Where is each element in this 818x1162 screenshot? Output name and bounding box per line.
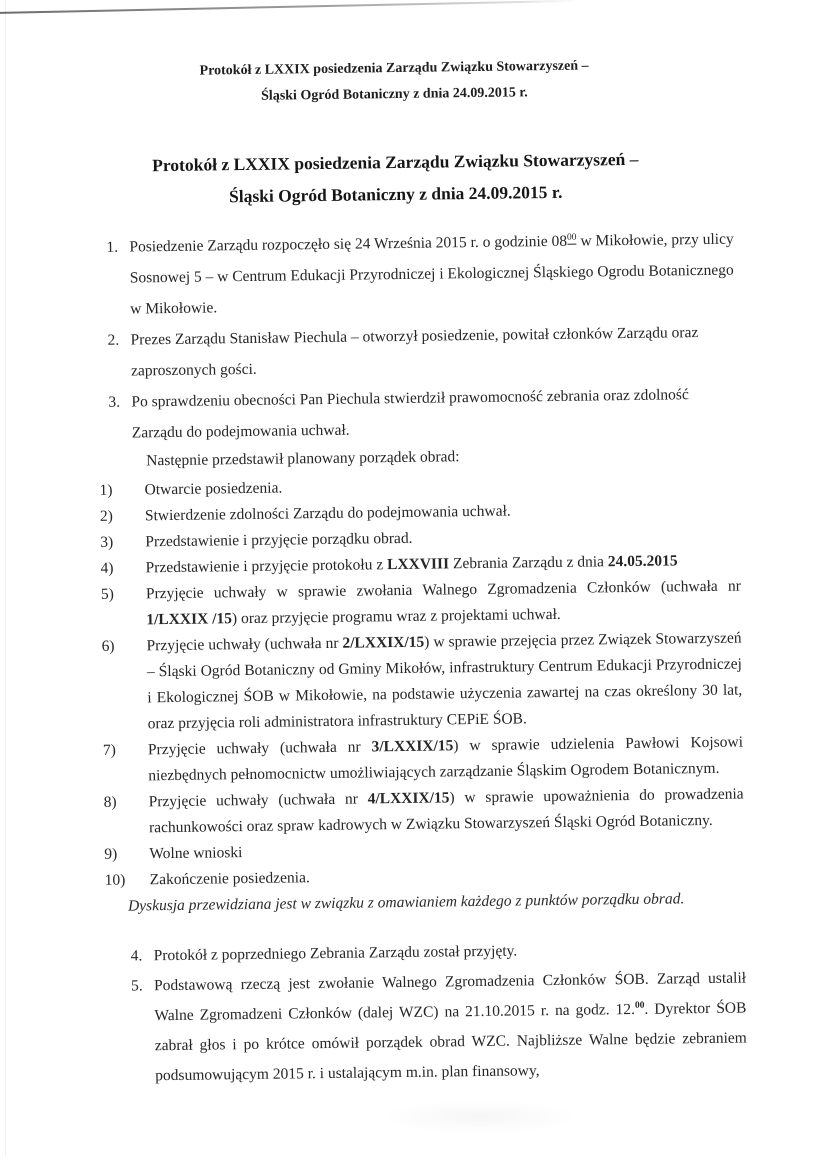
superscript-time: 00 bbox=[566, 232, 577, 243]
item-marker: 1) bbox=[99, 481, 113, 499]
agenda-item-7 bbox=[103, 730, 744, 790]
item-marker: 8) bbox=[103, 793, 117, 811]
item-marker: 6) bbox=[101, 637, 115, 655]
document-body bbox=[0, 223, 818, 1094]
running-header-line2: Śląski Ogród Botaniczny z dnia 24.09.2015 r. bbox=[260, 85, 528, 104]
item-marker: 7) bbox=[102, 741, 117, 759]
item-text: Przedstawienie i przyjęcie porządku obrad. bbox=[145, 529, 413, 551]
followup-section bbox=[6, 932, 818, 1093]
superscript-time: 00 bbox=[634, 1000, 645, 1011]
item-text: Przedstawienie i przyjęcie protokołu z LXXVIII Zebrania Zarządu z dnia 24.05.2015 bbox=[145, 552, 678, 577]
item-marker: 10) bbox=[104, 871, 126, 889]
agenda-item-6 bbox=[101, 626, 742, 738]
item-marker: 1. bbox=[106, 238, 119, 256]
list-item-3 bbox=[108, 379, 739, 449]
item-text: Protokół z poprzedniego Zebrania Zarządu został przyjęty. bbox=[153, 942, 518, 965]
item-marker: 5) bbox=[100, 585, 114, 603]
running-header-line1: Protokół z LXXIX posiedzenia Zarządu Związku Stowarzyszeń – bbox=[199, 58, 589, 79]
item-marker: 4. bbox=[130, 947, 143, 965]
agenda-item-8 bbox=[104, 782, 745, 842]
item-marker: 4) bbox=[100, 559, 114, 577]
item-text: Przyjęcie uchwały (uchwała nr 3/LXXIX/15) w sprawie udzielenia Pawłowi Kojsowi niezbędnych pełnomocnictw umożliwiających zarządzanie Śląskim Ogrodem Botanicznym. bbox=[147, 733, 744, 785]
item-text: Przyjęcie uchwały (uchwała nr 4/LXXIX/15) w sprawie upoważnienia do prowadzenia rachunkowości oraz spraw kadrowych w Związku Stowarzyszeń Śląski Ogród Botaniczny. bbox=[148, 785, 744, 837]
item-text: Otwarcie posiedzenia. bbox=[144, 479, 283, 499]
item-text: Posiedzenie Zarządu rozpoczęło się 24 Września 2015 r. o godzinie $08^{00}$ w Mikołowie, przy ulicy Sosnowej 5 – w Centrum Edukacji Przyrodniczej i Ekologicznej Śląskiego Ogrodu Botanicznego w Mikołowie. bbox=[129, 230, 734, 318]
agenda-intro: Następnie przedstawił planowany porządek obrad: bbox=[146, 448, 460, 470]
item-text: Prezes Zarządu Stanisław Piechula – otworzył posiedzenie, powitał członków Zarządu oraz zaproszonych gości. bbox=[130, 324, 699, 380]
list-item-2 bbox=[107, 317, 738, 387]
agenda-discussion-note: Dyskusja przewidziana jest w związku z omawianiem każdego z punktów porządku obrad. bbox=[127, 890, 685, 915]
document-title-line1: Protokół z LXXIX posiedzenia Zarządu Związku Stowarzyszeń – bbox=[152, 148, 639, 176]
list-item-1 bbox=[106, 224, 737, 325]
item-marker: 3. bbox=[108, 393, 121, 411]
document-title bbox=[0, 141, 796, 215]
followup-item-5 bbox=[131, 964, 748, 1092]
running-header bbox=[0, 51, 795, 113]
document-title-line2: Śląski Ogród Botaniczny z dnia 24.09.2015 r. bbox=[228, 181, 563, 207]
item-text: Stwierdzenie zdolności Zarządu do podejmowania uchwał. bbox=[144, 502, 511, 525]
item-marker: 9) bbox=[104, 845, 118, 863]
item-marker: 3) bbox=[100, 533, 114, 551]
item-text: Wolne wnioski bbox=[149, 844, 243, 863]
agenda-item-5 bbox=[101, 574, 742, 634]
item-marker: 5. bbox=[130, 977, 143, 995]
item-text: Po sprawdzeniu obecności Pan Piechula stwierdził prawomocność zebrania oraz zdolność Zarządu do podejmowania uchwał. bbox=[131, 386, 689, 442]
item-text: Podstawową rzeczą jest zwołanie Walnego Zgromadzenia Członków ŚOB. Zarząd ustalił Walne Zgromadzeni Członków (dalej WZC) na 21.10.2015 r. na godz. 12.00. Dyrektor ŚOB zabrał głos i po krótce omówił porządek obrad WZC. Najbliższe Walne będzie zebraniem podsumowującym 2015 r. i ustalającym m.in. plan finansowy, bbox=[153, 969, 747, 1085]
item-marker: 2. bbox=[107, 331, 120, 349]
item-marker: 2) bbox=[99, 507, 113, 525]
item-text: Przyjęcie uchwały (uchwała nr 2/LXXIX/15) w sprawie przejęcia przez Związek Stowarzyszeń – Śląski Ogród Botaniczny od Gminy Mikołów, infrastruktury Centrum Edukacji Przyrodniczej i Ekologicznej ŚOB w Mikołowie, na podstawie użyczenia zawartej na czas określony 30 lat, oraz przyjęcia roli administratora infrastruktury CEPiE ŚOB. bbox=[146, 629, 743, 733]
item-text: Zakończenie posiedzenia. bbox=[149, 869, 310, 889]
item-text: Przyjęcie uchwały w sprawie zwołania Walnego Zgromadzenia Członków (uchwała nr 1/LXXIX /15) oraz przyjęcie programu wraz z projektami uchwał. bbox=[145, 577, 742, 629]
